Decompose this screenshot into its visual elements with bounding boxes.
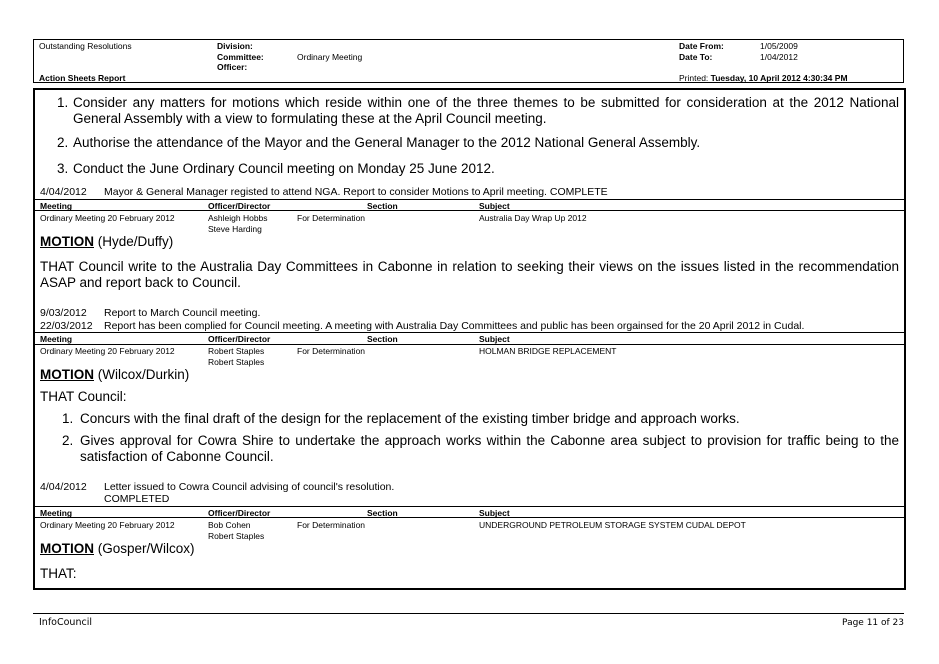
meeting-cell: Ordinary Meeting 20 February 2012 xyxy=(40,213,175,223)
committee-value: Ordinary Meeting xyxy=(297,52,363,62)
divider xyxy=(35,199,904,200)
divider xyxy=(35,332,904,333)
note-text: COMPLETED xyxy=(104,493,170,505)
note-text: Letter issued to Cowra Council advising of council's resolution. xyxy=(104,481,395,493)
director-cell: Robert Staples xyxy=(208,357,265,367)
col-meeting: Meeting xyxy=(40,508,73,518)
list-item: Concurs with the final draft of the design for the replacement of the existing timber bridge and approach works. xyxy=(80,411,740,426)
col-meeting: Meeting xyxy=(40,201,73,211)
col-meeting: Meeting xyxy=(40,334,73,344)
date-to-label: Date To: xyxy=(679,52,713,62)
note-text: Report has been complied for Council meeting. A meeting with Australia Day Committees and public has been orgainsed for the 20 April 2012 in Cudal. xyxy=(104,320,805,332)
list-item: Conduct the June Ordinary Council meeting on Monday 25 June 2012. xyxy=(73,161,495,176)
note-date: 4/04/2012 xyxy=(40,186,87,198)
divider xyxy=(35,517,904,518)
col-section: Section xyxy=(367,334,398,344)
footer-divider xyxy=(33,613,904,614)
printed-info xyxy=(679,73,848,83)
list-number: 1. xyxy=(57,95,69,110)
date-from-label: Date From: xyxy=(679,41,724,51)
date-from-value: 1/05/2009 xyxy=(760,41,798,51)
page-number: Page 11 of 23 xyxy=(842,618,904,628)
subject-cell: HOLMAN BRIDGE REPLACEMENT xyxy=(479,346,617,356)
subject-cell: Australia Day Wrap Up 2012 xyxy=(479,213,587,223)
divider xyxy=(35,506,904,507)
note-text: Mayor & General Manager registed to attend NGA. Report to consider Motions to April meeting. COMPLETE xyxy=(104,186,608,198)
officer-cell: Bob Cohen xyxy=(208,520,251,530)
list-item: Authorise the attendance of the Mayor and the General Manager to the 2012 National General Assembly. xyxy=(73,135,701,150)
director-cell: Steve Harding xyxy=(208,224,262,234)
col-officer: Officer/Director xyxy=(208,508,271,518)
note-date: 22/03/2012 xyxy=(40,320,93,332)
col-subject: Subject xyxy=(479,201,510,211)
list-item: Gives approval for Cowra Shire to undertake the approach works within the Cabonne area subject to provision for traffic being to the satisfaction of Cabonne Council. xyxy=(80,433,899,464)
list-number: 2. xyxy=(62,433,74,448)
director-cell: Robert Staples xyxy=(208,531,265,541)
meeting-cell: Ordinary Meeting 20 February 2012 xyxy=(40,520,175,530)
section-cell: For Determination xyxy=(297,346,366,356)
note-text: Report to March Council meeting. xyxy=(104,307,261,319)
section-cell: For Determination xyxy=(297,213,366,223)
motion-body: THAT Council write to the Australia Day Committees in Cabonne in relation to seeking their views on the issues listed in the recommendation ASAP and report back to Council. xyxy=(40,259,899,290)
division-label: Division: xyxy=(217,41,253,51)
motion-intro: THAT Council: xyxy=(40,389,127,404)
motion-heading: MOTION (Wilcox/Durkin) xyxy=(40,367,190,382)
motion-heading: MOTION (Gosper/Wilcox) xyxy=(40,541,195,556)
col-section: Section xyxy=(367,508,398,518)
col-subject: Subject xyxy=(479,334,510,344)
date-to-value: 1/04/2012 xyxy=(760,52,798,62)
section-cell: For Determination xyxy=(297,520,366,530)
col-officer: Officer/Director xyxy=(208,334,271,344)
motion-intro: THAT: xyxy=(40,566,77,581)
divider xyxy=(35,344,904,345)
list-item: Consider any matters for motions which reside within one of the three themes to be submitted for consideration at the 2012 National General Assembly with a view to formulating these at the April Council meeting. xyxy=(73,95,899,126)
report-title: Action Sheets Report xyxy=(39,73,126,83)
list-number: 3. xyxy=(57,161,69,176)
printed-value: Tuesday, 10 April 2012 4:30:34 PM xyxy=(710,73,848,83)
officer-cell: Ashleigh Hobbs xyxy=(208,213,268,223)
col-officer: Officer/Director xyxy=(208,201,271,211)
col-section: Section xyxy=(367,201,398,211)
meeting-cell: Ordinary Meeting 20 February 2012 xyxy=(40,346,175,356)
officer-label: Officer: xyxy=(217,62,248,72)
list-number: 2. xyxy=(57,135,69,150)
divider xyxy=(35,210,904,211)
officer-cell: Robert Staples xyxy=(208,346,265,356)
printed-label: Printed: xyxy=(679,73,709,83)
motion-heading: MOTION (Hyde/Duffy) xyxy=(40,234,174,249)
col-subject: Subject xyxy=(479,508,510,518)
subject-cell: UNDERGROUND PETROLEUM STORAGE SYSTEM CUDAL DEPOT xyxy=(479,520,746,530)
note-date: 9/03/2012 xyxy=(40,307,87,319)
footer-left: InfoCouncil xyxy=(39,617,92,628)
org-label: Outstanding Resolutions xyxy=(39,41,132,51)
note-date: 4/04/2012 xyxy=(40,481,87,493)
list-number: 1. xyxy=(62,411,74,426)
committee-label: Committee: xyxy=(217,52,264,62)
